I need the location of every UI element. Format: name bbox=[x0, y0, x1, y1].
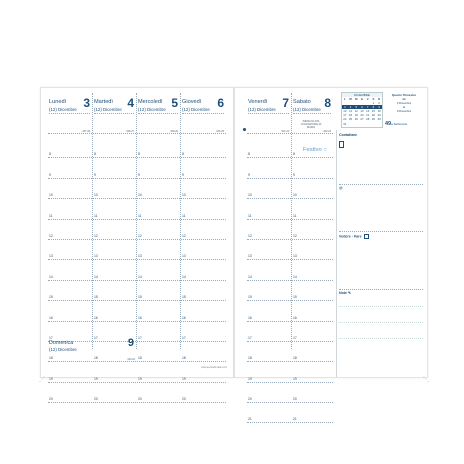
hour-label: 13 bbox=[248, 254, 252, 259]
hour-row[interactable] bbox=[48, 301, 92, 321]
hour-label: 12 bbox=[138, 233, 142, 238]
hour-label: 10 bbox=[138, 193, 142, 198]
todo-label: Vedere - Fare bbox=[339, 234, 362, 239]
calendar-day: 30 bbox=[377, 117, 381, 122]
notes-line[interactable] bbox=[339, 306, 423, 307]
hour-label: 17 bbox=[138, 335, 142, 340]
hour-row[interactable] bbox=[247, 179, 291, 199]
hour-label: 18 bbox=[182, 356, 186, 361]
hour-label: 8 bbox=[138, 152, 140, 157]
hour-label: 8 bbox=[248, 152, 250, 157]
day-month: (12) Dicembre bbox=[138, 107, 166, 112]
hour-label: 17 bbox=[248, 335, 252, 340]
hour-label: 8 bbox=[293, 152, 295, 157]
hour-label: 15 bbox=[182, 295, 186, 300]
hour-row[interactable] bbox=[247, 240, 291, 260]
holiday-text: Festivo bbox=[303, 147, 322, 153]
hour-row[interactable] bbox=[181, 322, 226, 342]
hour-label: 19 bbox=[182, 376, 186, 381]
hour-row[interactable] bbox=[292, 240, 333, 260]
hour-label: 19 bbox=[248, 376, 252, 381]
hour-row[interactable] bbox=[48, 158, 92, 178]
day-name: Giovedì bbox=[182, 99, 202, 105]
calendar-day: 16 bbox=[377, 109, 381, 114]
calendar-month: DICEMBRE bbox=[342, 93, 382, 97]
hour-label: 18 bbox=[49, 356, 53, 361]
hour-row[interactable] bbox=[247, 362, 291, 382]
hour-label: 12 bbox=[248, 233, 252, 238]
calendar-weekday: V bbox=[366, 97, 369, 101]
hour-row[interactable] bbox=[181, 179, 226, 199]
week-value: 49 bbox=[385, 121, 392, 127]
hour-row[interactable] bbox=[292, 260, 333, 280]
hour-row[interactable] bbox=[137, 342, 180, 362]
calendar-weekday: D bbox=[378, 97, 381, 101]
day-code: 338-27 bbox=[126, 130, 134, 133]
mini-calendar bbox=[341, 92, 383, 128]
hour-row[interactable] bbox=[247, 138, 291, 158]
calendar-day: 10 bbox=[343, 109, 347, 114]
day-month: (12) Dicembre bbox=[248, 107, 276, 112]
hour-label: 13 bbox=[182, 254, 186, 259]
day-header bbox=[48, 93, 92, 134]
hour-row[interactable] bbox=[48, 220, 92, 240]
calendar-day: 24 bbox=[343, 117, 347, 122]
hour-row[interactable] bbox=[93, 179, 136, 199]
hour-label: 14 bbox=[94, 274, 98, 279]
hour-row[interactable] bbox=[93, 260, 136, 280]
calendar-day: 21 bbox=[366, 113, 370, 118]
hour-grid-monday bbox=[48, 138, 92, 403]
calendar-day: 31 bbox=[343, 121, 347, 126]
page-curl-icon: ⋱ bbox=[423, 377, 429, 383]
day-column-friday bbox=[247, 93, 291, 134]
hour-label: 16 bbox=[293, 315, 297, 320]
circle-icon: ○ bbox=[323, 147, 327, 153]
hour-label: 17 bbox=[94, 335, 98, 340]
hour-row[interactable] bbox=[48, 260, 92, 280]
hour-label: 10 bbox=[248, 193, 252, 198]
hour-row[interactable] bbox=[181, 301, 226, 321]
hour-row[interactable] bbox=[181, 199, 226, 219]
calendar-day: 6 bbox=[359, 105, 365, 109]
quarter-title: Quarto Trimestre bbox=[391, 93, 417, 97]
calendar-day: 8 bbox=[371, 105, 377, 109]
day-name: Domenica bbox=[49, 340, 74, 346]
calendar-day: 23 bbox=[377, 113, 381, 118]
hour-row[interactable] bbox=[292, 322, 333, 342]
calendar-day: 19 bbox=[354, 113, 358, 118]
hour-label: 13 bbox=[293, 254, 297, 259]
day-name: Lunedì bbox=[49, 99, 67, 105]
hour-label: 20 bbox=[138, 397, 142, 402]
hour-row[interactable] bbox=[181, 138, 226, 158]
day-divider bbox=[49, 113, 90, 114]
calendar-day: 12 bbox=[354, 109, 358, 114]
page-curl-icon: ⋰ bbox=[39, 377, 45, 383]
calendar-day: 7 bbox=[365, 105, 371, 109]
week-number bbox=[385, 121, 407, 127]
hour-row[interactable] bbox=[247, 403, 291, 423]
hour-label: 8 bbox=[94, 152, 96, 157]
hour-row[interactable] bbox=[247, 383, 291, 403]
hour-row[interactable] bbox=[137, 220, 180, 240]
notes-label: Note bbox=[339, 291, 347, 295]
hour-label: 16 bbox=[49, 315, 53, 320]
left-page bbox=[39, 87, 234, 402]
hour-label: 9 bbox=[293, 172, 295, 177]
day-divider bbox=[138, 113, 178, 114]
day-number: 7 bbox=[282, 96, 289, 110]
hour-label: 9 bbox=[49, 172, 51, 177]
day-name: Mercoledì bbox=[138, 99, 163, 105]
calendar-day: 2 bbox=[378, 101, 380, 106]
hour-label: 10 bbox=[94, 193, 98, 198]
quarter-line: 3 Dicembre bbox=[396, 101, 412, 105]
hour-label: 11 bbox=[293, 213, 297, 218]
hour-row[interactable] bbox=[247, 301, 291, 321]
hour-row[interactable] bbox=[48, 138, 92, 158]
hour-row[interactable] bbox=[137, 179, 180, 199]
calendar-day: 11 bbox=[349, 109, 353, 114]
day-box-sunday bbox=[48, 336, 137, 362]
holiday-note: IMMACOLATA CONCEZIONE DI MARIA bbox=[300, 120, 322, 129]
calendar-day: 5 bbox=[353, 105, 359, 109]
calendar-grid bbox=[342, 97, 382, 126]
hour-row[interactable] bbox=[292, 199, 333, 219]
calendar-weekday: M bbox=[355, 97, 358, 101]
day-number: 4 bbox=[127, 96, 134, 110]
hour-row[interactable] bbox=[247, 220, 291, 240]
hour-label: 19 bbox=[49, 376, 53, 381]
week-label: a Settimana bbox=[391, 122, 408, 126]
day-number: 3 bbox=[83, 96, 90, 110]
day-divider bbox=[182, 113, 224, 114]
day-header bbox=[181, 93, 226, 134]
quarter-line: dal bbox=[402, 97, 406, 101]
day-month: (12) Dicembre bbox=[94, 107, 122, 112]
hour-label: 16 bbox=[248, 315, 252, 320]
day-number: 9 bbox=[127, 337, 134, 349]
hour-label: 8 bbox=[182, 152, 184, 157]
right-page bbox=[234, 87, 429, 422]
calendar-weekday: G bbox=[360, 97, 364, 101]
hour-label: 16 bbox=[94, 315, 98, 320]
day-header bbox=[247, 93, 291, 134]
hour-label: 15 bbox=[49, 295, 53, 300]
hour-label: 20 bbox=[248, 397, 252, 402]
hour-label: 14 bbox=[138, 274, 142, 279]
day-code: 340-25 bbox=[216, 130, 224, 133]
hour-label: 9 bbox=[94, 172, 96, 177]
calendar-day: 1 bbox=[372, 101, 375, 106]
hour-label: 20 bbox=[293, 397, 297, 402]
day-number: 8 bbox=[324, 96, 331, 110]
email-line[interactable] bbox=[339, 231, 423, 232]
hour-grid-thursday bbox=[181, 138, 226, 403]
hour-row[interactable] bbox=[137, 240, 180, 260]
hour-row[interactable] bbox=[93, 281, 136, 301]
hour-row[interactable] bbox=[292, 158, 333, 178]
calendar-day: 9 bbox=[376, 105, 382, 109]
calendar-weekday: L bbox=[343, 97, 346, 101]
hour-label: 17 bbox=[49, 335, 53, 340]
hour-label: 17 bbox=[182, 335, 186, 340]
hour-row[interactable] bbox=[137, 322, 180, 342]
day-code: 339-26 bbox=[170, 130, 178, 133]
quarter-line: 9 Dicembre bbox=[396, 109, 412, 113]
notes-heading bbox=[339, 291, 423, 295]
hour-row[interactable] bbox=[93, 362, 136, 382]
hour-row[interactable] bbox=[93, 199, 136, 219]
hour-label: 10 bbox=[293, 193, 297, 198]
quarter-line: al bbox=[402, 105, 406, 109]
hour-row[interactable] bbox=[48, 179, 92, 199]
calendar-day: 4 bbox=[348, 105, 354, 109]
hour-label: 10 bbox=[49, 193, 53, 198]
hour-row[interactable] bbox=[137, 383, 180, 403]
hour-label: 12 bbox=[49, 233, 53, 238]
day-number: 6 bbox=[217, 96, 224, 110]
hour-label: 16 bbox=[138, 315, 142, 320]
hour-label: 20 bbox=[182, 397, 186, 402]
hour-row[interactable] bbox=[181, 342, 226, 362]
phone-icon bbox=[339, 141, 423, 148]
day-column-wednesday bbox=[137, 93, 180, 134]
note-icon bbox=[364, 234, 369, 239]
hour-label: 12 bbox=[94, 233, 98, 238]
hour-label: 12 bbox=[182, 233, 186, 238]
hour-row[interactable] bbox=[247, 158, 291, 178]
hour-label: 14 bbox=[293, 274, 297, 279]
day-code: 341-24 bbox=[281, 130, 289, 133]
hour-label: 18 bbox=[138, 356, 142, 361]
pencil-icon: ✎ bbox=[348, 291, 352, 295]
hour-row[interactable] bbox=[181, 281, 226, 301]
day-column-tuesday bbox=[93, 93, 136, 134]
hour-grid-wednesday bbox=[137, 138, 180, 403]
hour-row[interactable] bbox=[247, 342, 291, 362]
hour-label: 15 bbox=[248, 295, 252, 300]
hour-row[interactable] bbox=[93, 138, 136, 158]
day-column-monday bbox=[48, 93, 92, 134]
hour-label: 20 bbox=[94, 397, 98, 402]
calendar-day: 27 bbox=[360, 117, 364, 122]
calendar-weekday: S bbox=[372, 97, 375, 101]
hour-row[interactable] bbox=[292, 179, 333, 199]
day-month: (12) Dicembre bbox=[49, 347, 77, 352]
hour-row[interactable] bbox=[48, 240, 92, 260]
hour-label: 10 bbox=[182, 193, 186, 198]
hour-label: 13 bbox=[138, 254, 142, 259]
contacts-line[interactable] bbox=[339, 184, 423, 185]
calendar-day: 14 bbox=[366, 109, 370, 114]
hour-row[interactable] bbox=[137, 301, 180, 321]
hour-label: 21 bbox=[293, 417, 297, 422]
hour-label: 8 bbox=[49, 152, 51, 157]
hour-label: 14 bbox=[248, 274, 252, 279]
hour-grid-friday bbox=[247, 138, 291, 423]
hour-label: 13 bbox=[49, 254, 53, 259]
hour-label: 19 bbox=[293, 376, 297, 381]
hour-label: 19 bbox=[138, 376, 142, 381]
day-divider bbox=[94, 113, 134, 114]
hour-grid-tuesday bbox=[93, 138, 136, 403]
calendar-day: 22 bbox=[371, 113, 375, 118]
day-divider bbox=[293, 113, 331, 114]
hour-row[interactable] bbox=[247, 322, 291, 342]
day-column-thursday bbox=[181, 93, 226, 134]
todo-heading bbox=[339, 234, 423, 239]
hour-label: 12 bbox=[293, 233, 297, 238]
day-code: 342-23 bbox=[323, 130, 331, 133]
calendar-day: 25 bbox=[349, 117, 353, 122]
hour-row[interactable] bbox=[93, 158, 136, 178]
hour-row[interactable] bbox=[48, 199, 92, 219]
hour-row[interactable] bbox=[181, 158, 226, 178]
hour-label: 14 bbox=[49, 274, 53, 279]
hour-row[interactable] bbox=[137, 260, 180, 280]
day-divider bbox=[248, 113, 289, 114]
day-month: (12) Dicembre bbox=[182, 107, 210, 112]
hour-label: 18 bbox=[293, 356, 297, 361]
todo-line[interactable] bbox=[339, 289, 423, 290]
moon-phase-icon bbox=[243, 128, 246, 131]
hour-row[interactable] bbox=[48, 281, 92, 301]
hour-row[interactable] bbox=[292, 220, 333, 240]
hour-label: 11 bbox=[94, 213, 98, 218]
calendar-day: 15 bbox=[371, 109, 375, 114]
hour-row[interactable] bbox=[137, 199, 180, 219]
calendar-weekday: M bbox=[349, 97, 352, 101]
hour-row[interactable] bbox=[181, 260, 226, 280]
day-name: Sabato bbox=[293, 99, 311, 105]
hour-label: 18 bbox=[94, 356, 98, 361]
hour-label: 9 bbox=[248, 172, 250, 177]
hour-label: 9 bbox=[138, 172, 140, 177]
day-number: 5 bbox=[171, 96, 178, 110]
hour-label: 21 bbox=[248, 417, 252, 422]
hour-row[interactable] bbox=[181, 383, 226, 403]
hour-row[interactable] bbox=[93, 240, 136, 260]
hour-row[interactable] bbox=[137, 281, 180, 301]
hour-label: 14 bbox=[182, 274, 186, 279]
day-month: (12) Dicembre bbox=[49, 107, 77, 112]
calendar-day bbox=[376, 122, 382, 126]
hour-label: 15 bbox=[138, 295, 142, 300]
hour-label: 20 bbox=[49, 397, 53, 402]
hour-row[interactable] bbox=[292, 362, 333, 382]
calendar-day: 18 bbox=[349, 113, 353, 118]
hour-grid-saturday bbox=[292, 138, 333, 423]
hour-label: 17 bbox=[293, 335, 297, 340]
hour-row[interactable] bbox=[181, 240, 226, 260]
hour-row[interactable] bbox=[48, 362, 92, 382]
hour-row[interactable] bbox=[292, 383, 333, 403]
quarter-info bbox=[385, 93, 423, 113]
calendar-day: 20 bbox=[360, 113, 364, 118]
day-name: Martedì bbox=[94, 99, 113, 105]
publisher-url: www.quovadis-diari.com bbox=[201, 366, 227, 369]
hour-row[interactable] bbox=[247, 260, 291, 280]
hour-row[interactable] bbox=[48, 383, 92, 403]
calendar-day: 3 bbox=[342, 105, 348, 109]
hour-label: 11 bbox=[182, 213, 186, 218]
hour-row[interactable] bbox=[247, 281, 291, 301]
email-heading bbox=[339, 186, 423, 190]
day-month: (12) Dicembre bbox=[293, 107, 321, 112]
hour-label: 9 bbox=[182, 172, 184, 177]
day-header bbox=[137, 93, 180, 134]
hour-label: 15 bbox=[94, 295, 98, 300]
hour-label: 13 bbox=[94, 254, 98, 259]
hour-row[interactable] bbox=[292, 403, 333, 423]
hour-label: 11 bbox=[248, 213, 252, 218]
day-code: 343-22 bbox=[127, 358, 135, 361]
calendar-day: 26 bbox=[354, 117, 358, 122]
notes-line[interactable] bbox=[339, 338, 423, 339]
calendar-day: 28 bbox=[366, 117, 370, 122]
hour-label: 11 bbox=[138, 213, 142, 218]
hour-row[interactable] bbox=[292, 138, 333, 158]
email-label: @ bbox=[339, 186, 343, 190]
calendar-day: 17 bbox=[343, 113, 347, 118]
hour-label: 15 bbox=[293, 295, 297, 300]
hour-row[interactable] bbox=[292, 342, 333, 362]
calendar-day: 29 bbox=[371, 117, 375, 122]
hour-row[interactable] bbox=[247, 199, 291, 219]
section-divider bbox=[336, 130, 337, 377]
hour-row[interactable] bbox=[137, 362, 180, 382]
hour-row[interactable] bbox=[137, 138, 180, 158]
hour-row[interactable] bbox=[292, 301, 333, 321]
calendar-day: 13 bbox=[360, 109, 364, 114]
hour-row[interactable] bbox=[181, 220, 226, 240]
hour-label: 16 bbox=[182, 315, 186, 320]
hour-row[interactable] bbox=[292, 281, 333, 301]
contacts-heading bbox=[339, 133, 423, 137]
hour-row[interactable] bbox=[93, 301, 136, 321]
hour-row[interactable] bbox=[137, 158, 180, 178]
day-header bbox=[93, 93, 136, 134]
hour-label: 11 bbox=[49, 213, 53, 218]
day-code: 337-28 bbox=[82, 130, 90, 133]
notes-line[interactable] bbox=[339, 322, 423, 323]
hour-label: 18 bbox=[248, 356, 252, 361]
contacts-label: Contattare bbox=[339, 133, 357, 137]
hour-label: 19 bbox=[94, 376, 98, 381]
day-name: Venerdì bbox=[248, 99, 268, 105]
hour-row[interactable] bbox=[93, 383, 136, 403]
hour-row[interactable] bbox=[93, 220, 136, 240]
